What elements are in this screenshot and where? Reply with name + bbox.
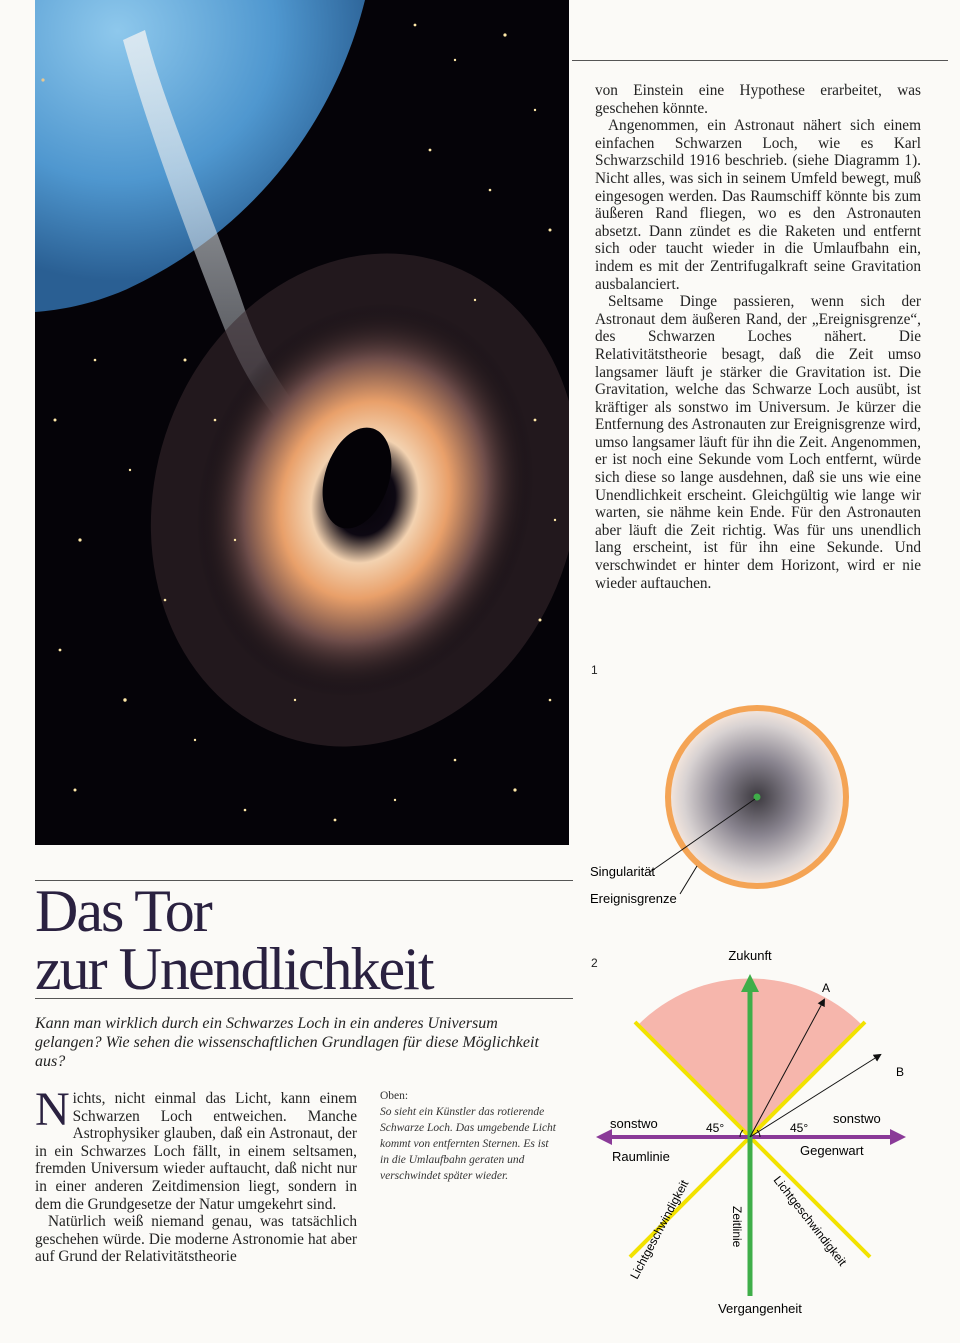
past-label: Vergangenheit [718,1301,802,1316]
top-right-rule [572,60,948,61]
diagram-2-light-cone [590,940,920,1340]
event-horizon-label: Ereignisgrenze [590,891,677,906]
image-caption [380,1088,560,1184]
black-hole-illustration [35,0,569,845]
vector-B-label: B [896,1065,905,1079]
body-left-column [35,1083,357,1266]
diagram-1-number: 1 [591,663,598,677]
elsewhere-label-right: sonstwo [833,1111,881,1126]
future-label: Zukunft [728,948,772,963]
body-paragraph: Angenommen, ein Astronaut nähert sich einem einfachen Schwarzen Loch, wie es Karl Schwarzschild 1916 beschrieb. (siehe Diagramm 1). Nicht alles, was sich in seinem Umfeld bewegt, muß eingesogen werden. Das Raumschiff könnte bis zum äußeren Rand fliegen, wo es den Astronauten absetzt. Dann zündet es die Raketen und entfernt sich oder taucht wieder in die Umlaufbahn ein, indem es mit der Zentrifugalkraft seine Gravitation ausbalanciert. [595,117,921,293]
body-paragraph: Seltsame Dinge passieren, wenn sich der Astronaut dem äußeren Rand, der „Ereignisgrenze“, des Schwarzen Loches nähert. Die Relativitätstheorie besagt, daß die Zeit umso langsamer läuft je stärker die Gravitation ist. Die Gravitation, welche das Schwarze Loch ausübt, ist kräftiger als sonstwo im Universum. Je kürzer die Entfernung des Astronauten zur Ereignisgrenze wird, umso langsamer läuft für ihn die Zeit. Angenommen, er ist noch eine Sekunde vom Loch entfernt, würde sich diese so lange ausdehnen, daß sie uns wie eine Unendlichkeit erscheint. Gleichgültig wie lange wir warten, sie nähme kein Ende. Für den Astronauten aber läuft die Zeit richtig. Was für uns unendlich lang erscheint, ist für ihn eine Sekunde. Und verschwindet er hinter dem Horizont, wird er nie wieder auftauchen. [595,293,921,592]
article-title [35,878,555,1002]
body-paragraph-intro [35,1083,357,1213]
title-line-2: zur Unendlichkeit [35,936,433,1002]
caption-heading: Oben: [380,1090,409,1102]
present-label: Gegenwart [800,1143,864,1158]
vector-A-label: A [822,981,831,995]
space-axis-arrow-right [890,1129,906,1145]
body-paragraph: Natürlich weiß niemand genau, was tatsächlich geschehen würde. Die moderne Astronomie hat aber auf Grund der Relativitätstheorie [35,1213,357,1266]
elsewhere-label-left: sonstwo [610,1116,658,1131]
lightspeed-label-left: Lichtgeschwindigkeit [627,1177,692,1282]
angle-label-left: 45° [706,1121,725,1135]
spaceline-label: Raumlinie [612,1149,670,1164]
body-right-column [595,82,921,592]
space-axis-arrow-left [596,1129,612,1145]
caption-text: So sieht ein Künstler das rotierende Schwarze Loch. Das umgebende Licht kommt von entfernten Sternen. Es ist in die Umlaufbahn geraten und verschwindet später wieder. [380,1106,556,1182]
singularity-label: Singularität [590,864,656,879]
angle-label-right: 45° [790,1121,809,1135]
diagram-1-schwarzschild [580,700,880,910]
article-lede: Kann man wirklich durch ein Schwarzes Loch in ein anderes Universum gelangen? Wie sehen die wissenschaftlichen Grundlagen für diese Möglichkeit aus? [35,1015,539,1070]
diagram-2-number: 2 [591,956,598,970]
lightspeed-label-right: Lichtgeschwindigkeit [770,1173,850,1269]
timeline-label: Zeitlinie [730,1206,744,1248]
body-paragraph: von Einstein eine Hypothese erarbeitet, was geschehen könnte. [595,82,921,117]
drop-cap: N [35,1083,70,1136]
body-paragraph-text: ichts, nicht einmal das Licht, kann einem Schwarzen Loch entweichen. Manche Astrophysiker glauben, daß ein Astronaut, der in ein Schwarzes Loch fällt, in einem seltsamen, fremden Universum wieder auftaucht, daß nicht nur in einer anderen Zeitdimension liegt, sondern in dem die Grundgesetze der Natur umgekehrt sind. [35,1090,357,1213]
title-line-1: Das Tor [35,878,211,944]
horizon-pointer [680,866,697,894]
